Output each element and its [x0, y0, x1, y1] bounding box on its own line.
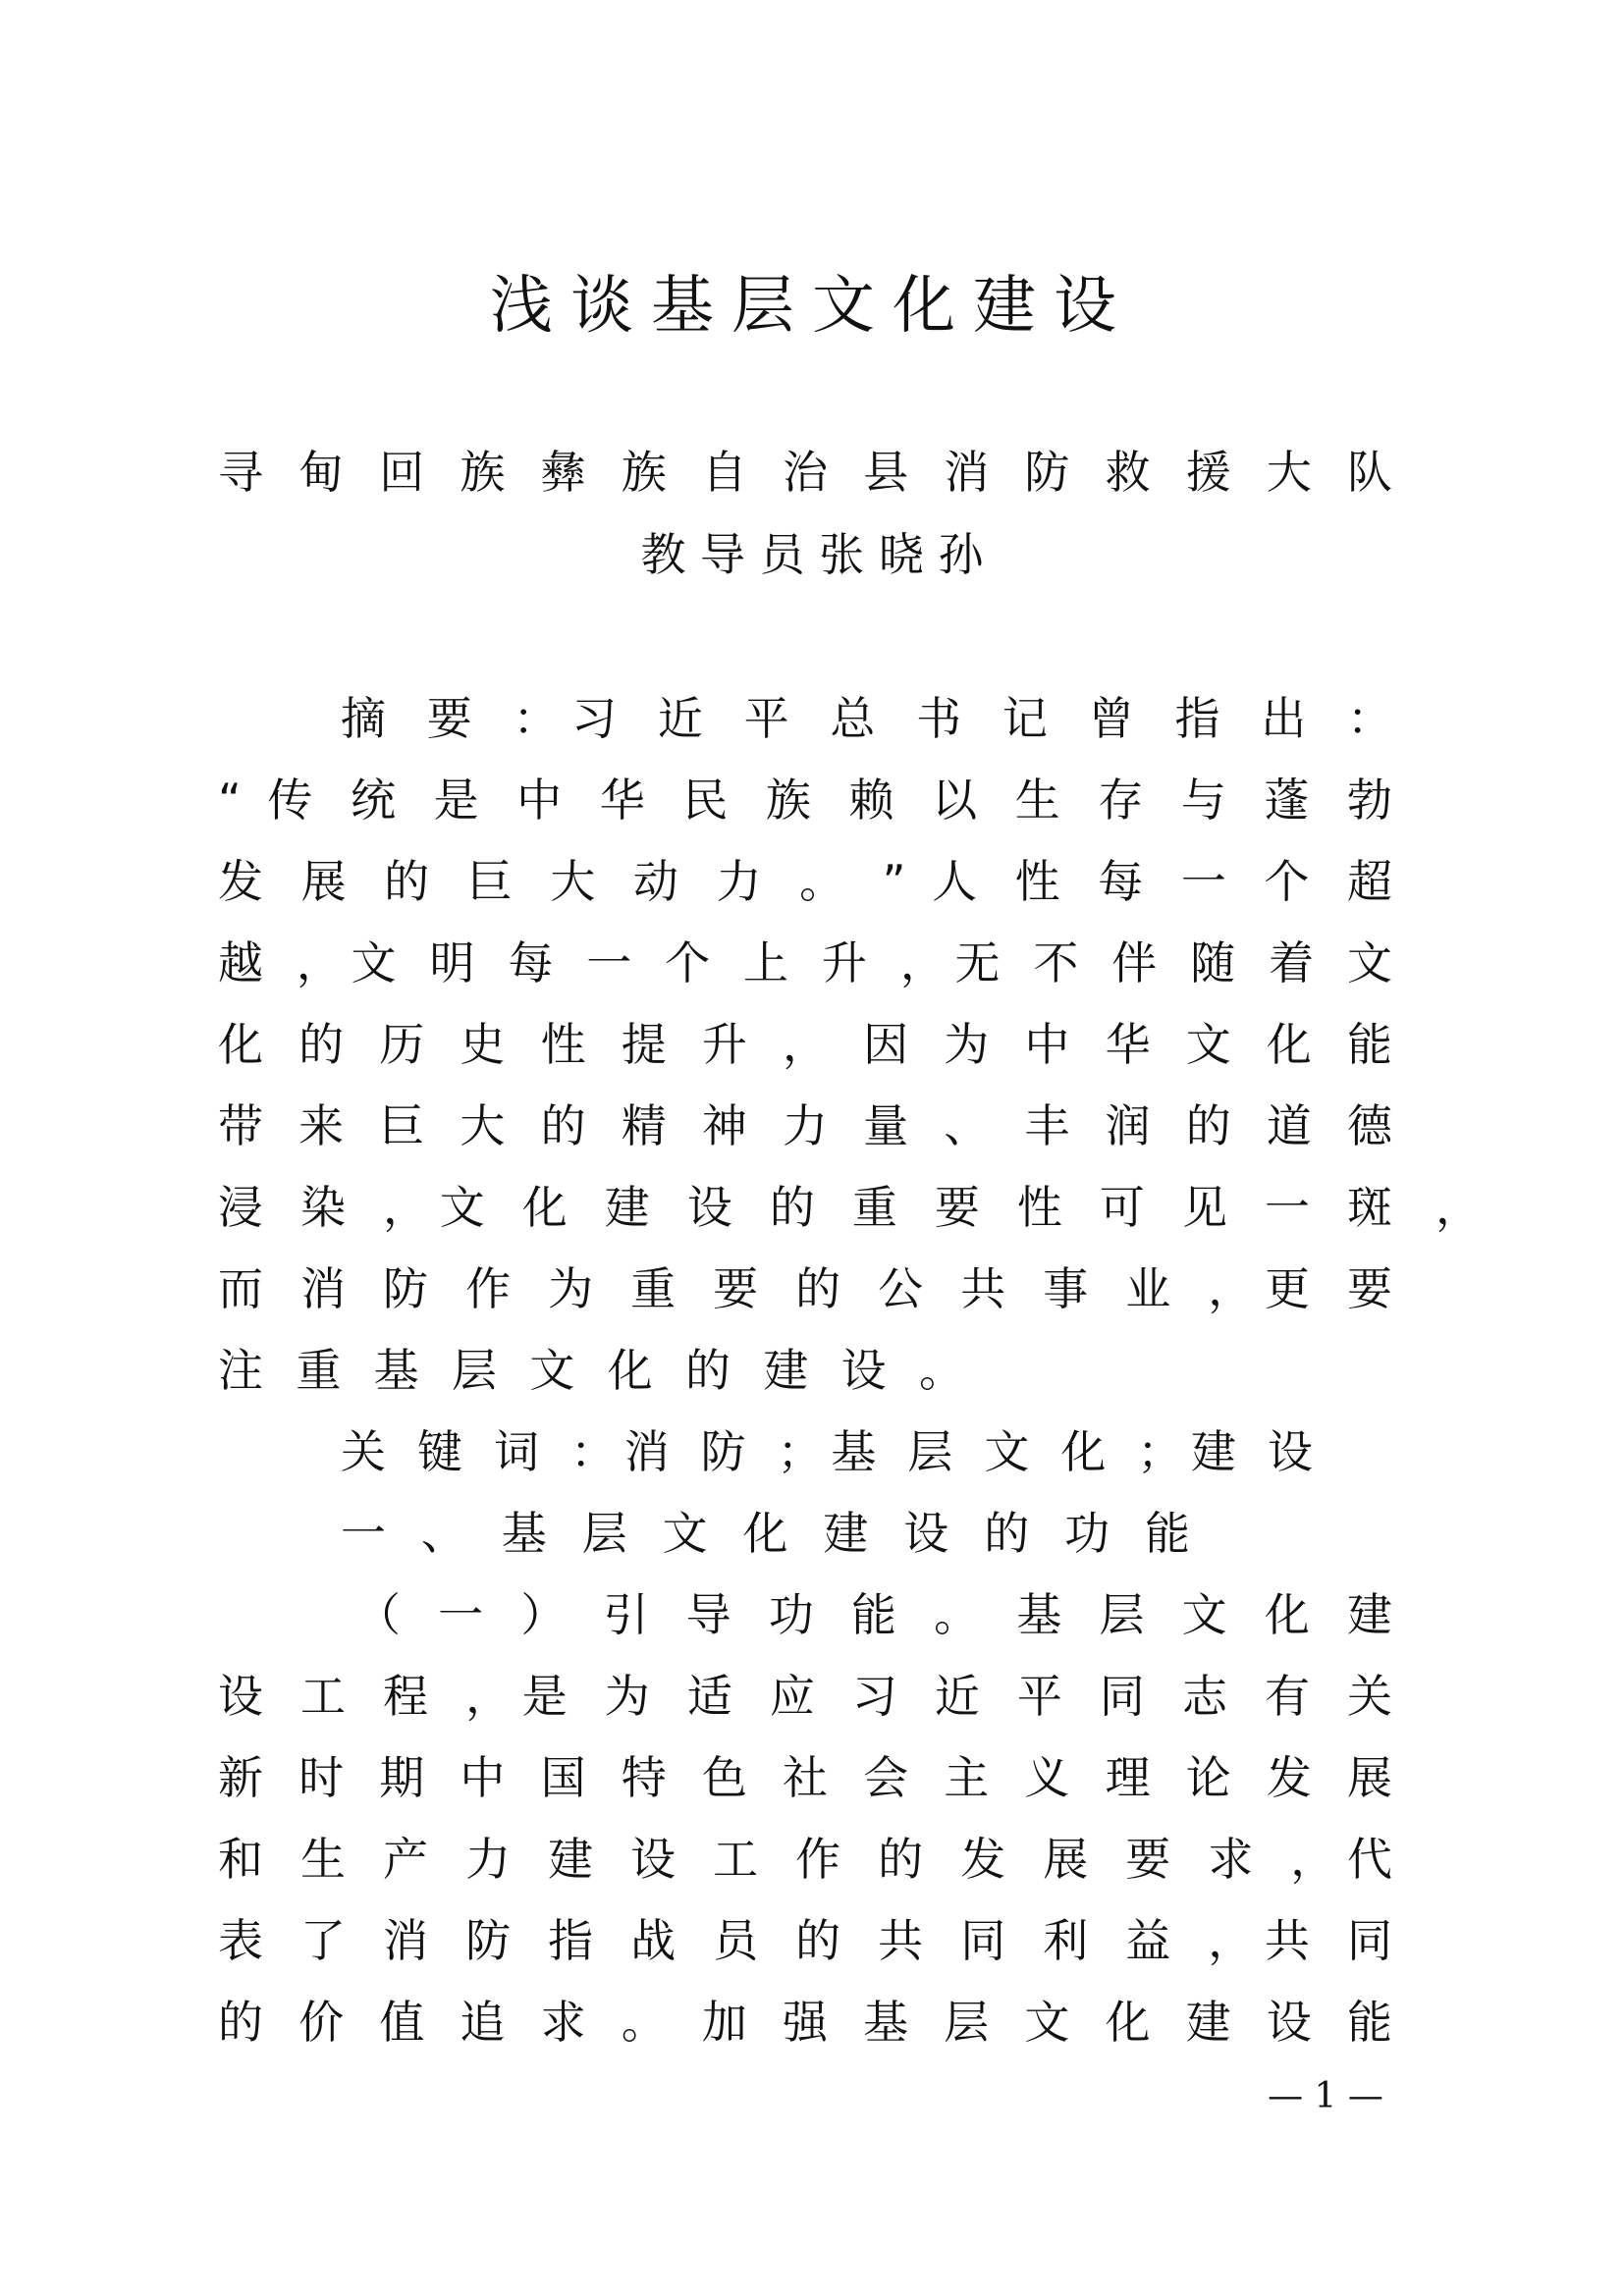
body-line: （ 一 ） 引 导 功 能 。 基 层 文 化 建 [355, 1588, 1392, 1641]
body-line: 的 价 值 追 求 。 加 强 基 层 文 化 建 设 能 [218, 1996, 1392, 2049]
body-line: 设 工 程 ，是 为 适 应 习 近 平 同 志 有 关 [218, 1670, 1392, 1723]
abstract-line: 注 重 基 层 文 化 的 建 设 。 [218, 1344, 964, 1397]
abstract-overhang-comma: ， [1435, 1181, 1481, 1234]
abstract-line: 浸 染 ，文 化 建 设 的 重 要 性 可 见 一 斑 [218, 1181, 1392, 1234]
body-line: 新 时 期 中 国 特 色 社 会 主 义 理 论 发 展 [218, 1751, 1392, 1804]
abstract-line: 越 ，文 明 每 一 个 上 升 ，无 不 伴 随 着 文 [218, 936, 1392, 989]
document-title: 浅谈基层文化建设 [490, 270, 1134, 343]
author-unit: 寻 甸 回 族 彝 族 自 治 县 消 防 救 援 大 队 [218, 446, 1392, 499]
body-line: 和 生 产 力 建 设 工 作 的 发 展 要 求 ，代 [218, 1833, 1392, 1886]
abstract-line: 化 的 历 史 性 提 升 ， 因 为 中 华 文 化 能 [218, 1018, 1392, 1071]
abstract-line: 而 消 防 作 为 重 要 的 公 共 事 业 ，更 要 [218, 1262, 1392, 1315]
abstract-line: 摘 要 ：习 近 平 总 书 记 曾 指 出 ： [341, 692, 1392, 745]
section-heading: 一 、 基 层 文 化 建 设 的 功 能 [341, 1507, 1190, 1560]
abstract-line: 带 来 巨 大 的 精 神 力 量 、 丰 润 的 道 德 [218, 1099, 1392, 1152]
page-number: — 1 — [1268, 2076, 1383, 2116]
author-name: 教 导 员 张 晓 孙 [640, 528, 984, 581]
body-line: 表 了 消 防 指 战 员 的 共 同 利 益 ，共 同 [218, 1914, 1392, 1967]
abstract-line: “ 传 统 是 中 华 民 族 赖 以 生 存 与 蓬 勃 [218, 774, 1392, 827]
keywords: 关 键 词 ：消 防 ；基 层 文 化 ；建 设 [341, 1425, 1313, 1478]
abstract-line: 发 展 的 巨 大 动 力 。 ” 人 性 每 一 个 超 [218, 855, 1392, 908]
